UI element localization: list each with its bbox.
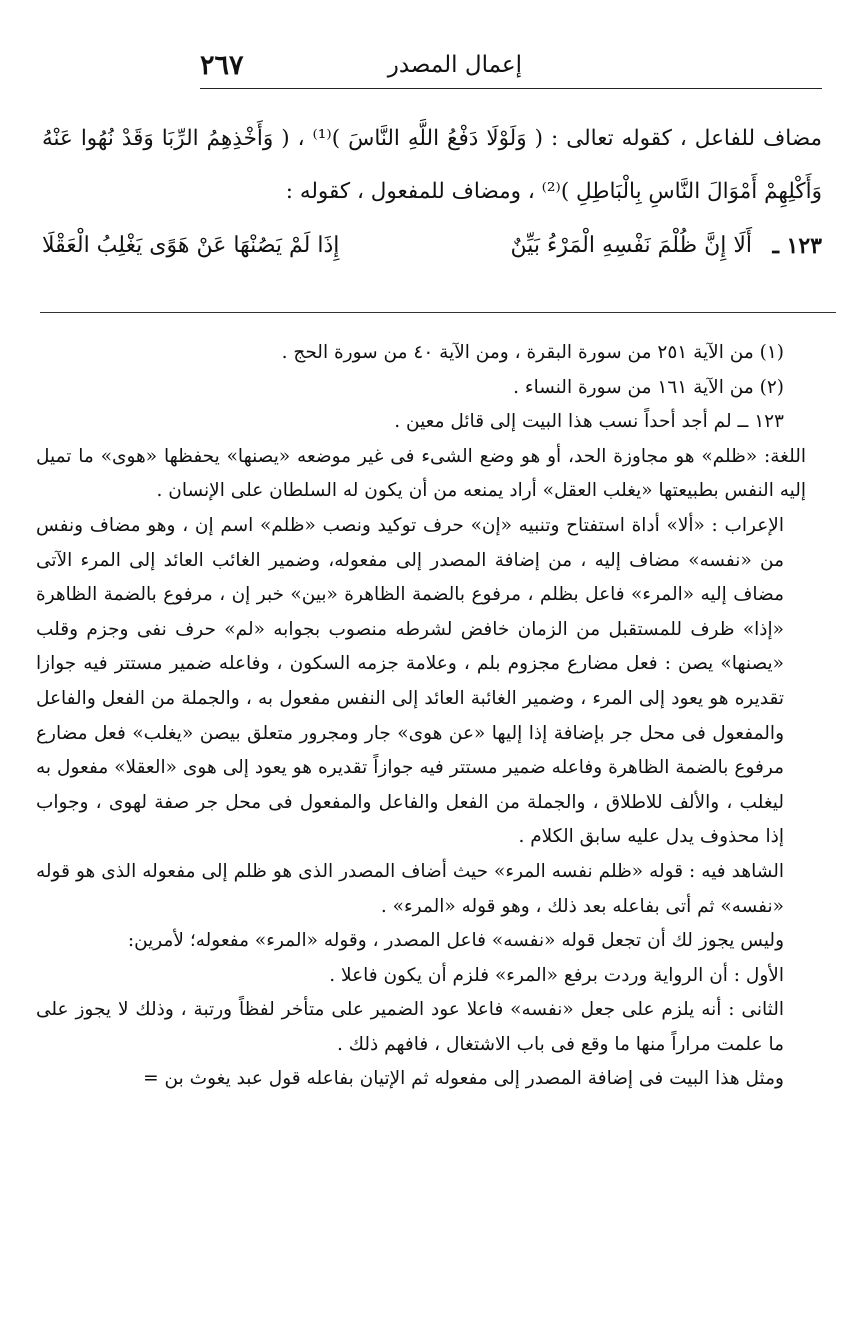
verse-first-hemistich: أَلَا إِنَّ ظُلْمَ نَفْسِهِ الْمَرْءُ بَيِّنٌ (510, 233, 752, 258)
commentary-reason-first: الأول : أن الرواية وردت برفع «المرء» فلزم أن يكون فاعلا . (329, 964, 784, 986)
footnote-2: (٢) من الآية ١٦١ من سورة النساء . (513, 376, 784, 398)
footnote-1: (١) من الآية ٢٥١ من سورة البقرة ، ومن الآية ٤٠ من سورة الحج . (281, 342, 784, 363)
commentary-language: اللغة: «ظلم» هو مجاوزة الحد، أو هو وضع الشىء فى غير موضعه «يصنها» يحفظها «هوى» ما تميل إليه النفس بطبيعتها «يغلب العقل» أراد يمنعه من أن يكون له السلطان على الإنسان . (36, 445, 806, 502)
commentary-parsing: الإعراب : «ألا» أداة استفتاح وتنبيه «إن» حرف توكيد ونصب «ظلم» اسم إن ، وهو مضاف ونفس من «نفسه» مضاف إليه ، من إضافة المصدر إلى مفعوله، وضمير الغائب العائد إلى المرء الآتى مضاف إليه «المرء» فاعل بظلم ، مرفوع بالضمة الظاهرة «بين» خبر إن ، مرفوع بالضمة الظاهرة «إذا» ظرف للمستقبل من الزمان خافض لشرطه منصوب بجوابه «لم» حرف نفى وجزم وقلب «يصنها» يصن : فعل مضارع مجزوم بلم ، وعلامة جزمه السكون ، وفاعله ضمير مستتر فيه جوازا تقديره هو يعود إلى المرء ، وضمير الغائبة العائد إلى النفس مفعول به ، والجملة من الفعل والفاعل والمفعول فى محل جر بإضافة إذا إليها «عن هوى» جار ومجرور متعلق بيصن «يغلب» فعل مضارع مرفوع بالضمة الظاهرة وفاعله ضمير مستتر فيه جوازاً تقديره هو يعود إلى هوى «العقلا» مفعول به ليغلب ، والألف للاطلاق ، والجملة من الفعل والفاعل والمفعول فى محل جر صفة لهوى ، وجواب إذا محذوف يدل عليه سابق الكلام . (36, 514, 784, 848)
commentary-objection: وليس يجوز لك أن تجعل قوله «نفسه» فاعل المصدر ، وقوله «المرء» مفعوله؛ لأمرين: (127, 930, 784, 952)
running-head (200, 44, 822, 89)
verse-second-hemistich: إِذَا لَمْ يَصُنْهَا عَنْ هَوًى يَغْلِبُ الْعَقْلَا (42, 233, 340, 258)
verse-number: ١٢٣ ـ (772, 233, 822, 259)
footnote-separator (40, 312, 836, 313)
commentary-verse-number: ١٢٣ ــ لم أجد أحداً نسب هذا البيت إلى قائل معين . (394, 411, 784, 433)
verse-line (42, 223, 822, 279)
main-paragraph: مضاف للفاعل ، كقوله تعالى : ( وَلَوْلَا دَفْعُ اللَّهِ النَّاسَ )⁽¹⁾ ، ( وَأَخْذِهِمُ الرِّبَا وَقَدْ نُهُوا عَنْهُ وَأَكْلِهِمْ أَمْوَالَ النَّاسِ بِالْبَاطِلِ )⁽²⁾ ، ومضاف للمفعول ، كقوله : (42, 126, 822, 204)
commentary-continuation: ومثل هذا البيت فى إضافة المصدر إلى مفعوله ثم الإتيان بفاعله قول عبد يغوث بن = (143, 1068, 784, 1090)
footnotes-section (36, 336, 818, 1097)
main-text (42, 112, 822, 218)
page-number: ٢٦٧ (200, 50, 244, 81)
commentary-reason-second: الثانى : أنه يلزم على جعل «نفسه» فاعلا عود الضمير على متأخر لفظاً ورتبة ، وذلك لا يجوز على ما علمت مراراً منها ما وقع فى باب الاشتغال ، فافهم ذلك . (36, 999, 784, 1055)
commentary-evidence: الشاهد فيه : قوله «ظلم نفسه المرء» حيث أضاف المصدر الذى هو ظلم إلى مفعوله الذى هو قوله «نفسه» ثم أتى بفاعله بعد ذلك ، وهو قوله «المرء» . (36, 860, 784, 917)
running-title: إعمال المصدر (387, 52, 522, 78)
